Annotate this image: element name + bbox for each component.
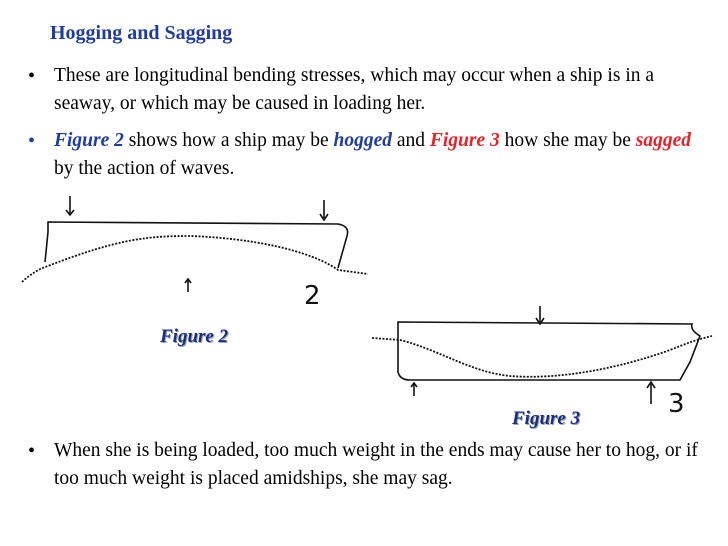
ship-hull [45,222,348,268]
figure-2-hogged-ship [22,196,368,292]
sagged-keyword: sagged [635,130,691,151]
figure-2-ref: Figure 2 [54,130,124,151]
text-run: how she may be [499,130,636,151]
hogged-keyword: hogged [333,130,392,151]
bullet-marker: • [28,440,36,462]
figure-2-number: 2 [304,281,321,311]
water-line [22,236,368,282]
bullet-text: These are longitudinal bending stresses, which may occur when a ship is in a seaway, or which may be caused in loading her. [54,65,655,114]
figure-3-caption: Figure 3 [512,408,581,429]
figure-3-ref: Figure 3 [429,130,500,151]
text-run: shows how a ship may be [123,130,334,151]
bullet-marker: • [28,65,36,87]
bullet-marker: • [28,130,36,152]
water-line [372,336,712,377]
text-run: and [392,130,430,151]
text-run: by the action of waves. [54,158,235,179]
figure-2-caption: Figure 2 [160,326,229,347]
bullet-loading [28,437,708,493]
slide-title: Hogging and Sagging [50,22,233,44]
figure-3-sagged-ship [372,306,712,404]
bullet-text: When she is being loaded, too much weight in the ends may cause her to hog, or if too much weight is placed amidships, she may sag. [54,440,698,489]
figure-3-number: 3 [668,389,685,419]
ship-hull [398,322,700,380]
